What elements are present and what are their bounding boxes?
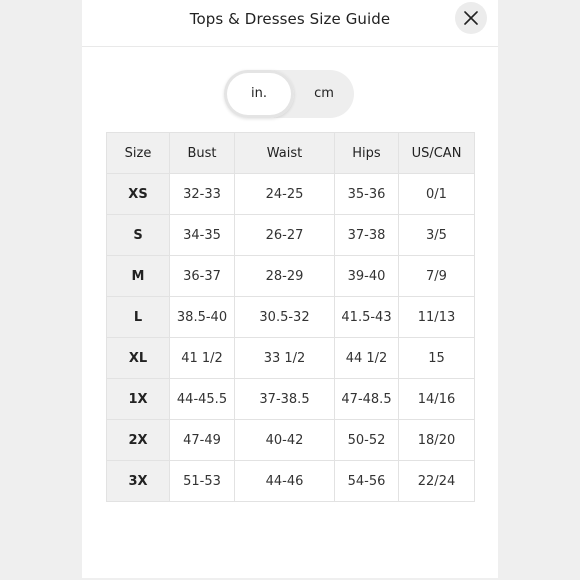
table-header-row bbox=[107, 133, 475, 174]
table-row bbox=[107, 338, 475, 379]
modal-header bbox=[82, 0, 498, 47]
us-can-cell: 15 bbox=[399, 338, 475, 379]
header-waist: Waist bbox=[235, 133, 335, 174]
unit-option-cm[interactable]: cm bbox=[314, 86, 334, 101]
bust-cell: 36-37 bbox=[170, 256, 235, 297]
us-can-cell: 7/9 bbox=[399, 256, 475, 297]
table-row bbox=[107, 461, 475, 502]
bust-cell: 47-49 bbox=[170, 420, 235, 461]
us-can-cell: 3/5 bbox=[399, 215, 475, 256]
waist-cell: 37-38.5 bbox=[235, 379, 335, 420]
hips-cell: 41.5-43 bbox=[335, 297, 399, 338]
unit-option-inches[interactable]: in. bbox=[224, 70, 294, 118]
us-can-cell: 11/13 bbox=[399, 297, 475, 338]
bust-cell: 44-45.5 bbox=[170, 379, 235, 420]
header-size: Size bbox=[107, 133, 170, 174]
header-bust: Bust bbox=[170, 133, 235, 174]
bust-cell: 41 1/2 bbox=[170, 338, 235, 379]
size-cell: 1X bbox=[107, 379, 170, 420]
bust-cell: 34-35 bbox=[170, 215, 235, 256]
bust-cell: 51-53 bbox=[170, 461, 235, 502]
modal-title: Tops & Dresses Size Guide bbox=[189, 10, 391, 28]
hips-cell: 37-38 bbox=[335, 215, 399, 256]
size-guide-modal bbox=[82, 0, 498, 578]
waist-cell: 44-46 bbox=[235, 461, 335, 502]
us-can-cell: 0/1 bbox=[399, 174, 475, 215]
bust-cell: 38.5-40 bbox=[170, 297, 235, 338]
us-can-cell: 18/20 bbox=[399, 420, 475, 461]
header-hips: Hips bbox=[335, 133, 399, 174]
size-cell: S bbox=[107, 215, 170, 256]
size-cell: XS bbox=[107, 174, 170, 215]
waist-cell: 24-25 bbox=[235, 174, 335, 215]
hips-cell: 47-48.5 bbox=[335, 379, 399, 420]
hips-cell: 39-40 bbox=[335, 256, 399, 297]
waist-cell: 30.5-32 bbox=[235, 297, 335, 338]
size-cell: XL bbox=[107, 338, 170, 379]
size-cell: M bbox=[107, 256, 170, 297]
hips-cell: 50-52 bbox=[335, 420, 399, 461]
hips-cell: 35-36 bbox=[335, 174, 399, 215]
waist-cell: 40-42 bbox=[235, 420, 335, 461]
size-cell: 2X bbox=[107, 420, 170, 461]
us-can-cell: 14/16 bbox=[399, 379, 475, 420]
close-button[interactable] bbox=[455, 2, 487, 34]
size-cell: 3X bbox=[107, 461, 170, 502]
size-cell: L bbox=[107, 297, 170, 338]
waist-cell: 33 1/2 bbox=[235, 338, 335, 379]
close-icon bbox=[464, 11, 478, 25]
waist-cell: 28-29 bbox=[235, 256, 335, 297]
us-can-cell: 22/24 bbox=[399, 461, 475, 502]
waist-cell: 26-27 bbox=[235, 215, 335, 256]
header-us-can: US/CAN bbox=[399, 133, 475, 174]
table-row bbox=[107, 379, 475, 420]
table-row bbox=[107, 297, 475, 338]
table-row bbox=[107, 256, 475, 297]
table-row bbox=[107, 174, 475, 215]
hips-cell: 44 1/2 bbox=[335, 338, 399, 379]
bust-cell: 32-33 bbox=[170, 174, 235, 215]
table-row bbox=[107, 420, 475, 461]
table-row bbox=[107, 215, 475, 256]
unit-toggle bbox=[224, 70, 354, 118]
hips-cell: 54-56 bbox=[335, 461, 399, 502]
size-table bbox=[106, 132, 475, 502]
